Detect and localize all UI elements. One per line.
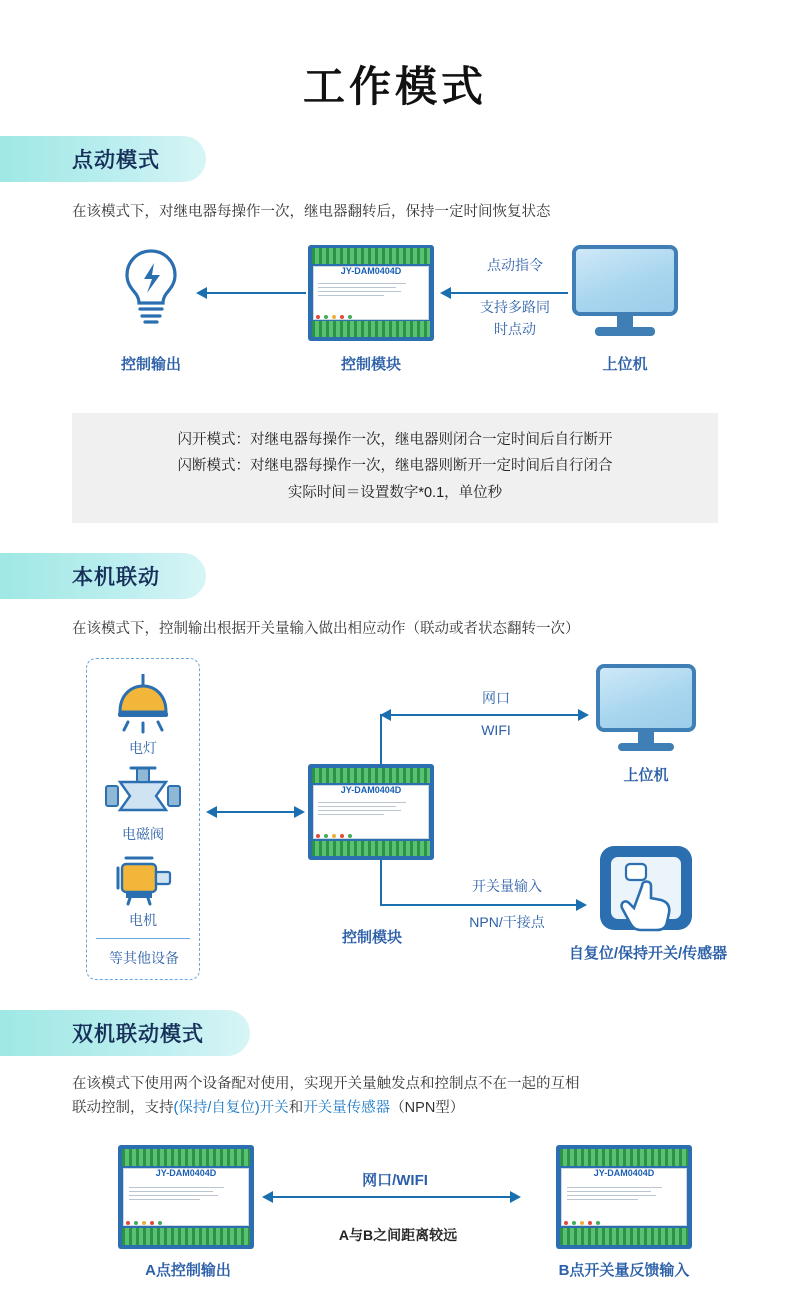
dual-desc-part-3: （NPN型） xyxy=(390,1100,465,1117)
jog-command-label-3: 时点动 xyxy=(494,320,536,337)
jog-command-label-2: 支持多路同 xyxy=(480,298,550,315)
dual-desc-highlight-2: 开关量传感器 xyxy=(303,1100,391,1117)
label-network-port: 网口 xyxy=(482,689,510,706)
arrow-head-group-right xyxy=(294,806,305,818)
label-lamp: 电灯 xyxy=(129,739,157,756)
jog-command-label-1: 点动指令 xyxy=(487,256,543,273)
section-local-link-description: 在该模式下，控制输出根据开关量输入做出相应动作（联动或者状态翻转一次） xyxy=(72,621,580,638)
device-leds xyxy=(316,833,427,839)
branch-line-down xyxy=(380,860,382,906)
diagram-dual-link xyxy=(0,1135,790,1305)
device-module-point-b xyxy=(556,1145,692,1249)
label-sensor-types: 自复位/保持开关/传感器 xyxy=(568,944,728,962)
device-bottom-terminal xyxy=(560,1228,688,1245)
diagram-jog xyxy=(0,235,790,395)
section-heading-jog-pill: 点动模式 xyxy=(0,136,206,182)
arrow-head-sensor-right xyxy=(576,899,587,911)
monitor-base xyxy=(618,743,674,751)
section-heading-dual-link-pill: 双机联动模式 xyxy=(0,1010,250,1056)
label-distance-note: A与B之间距离较远 xyxy=(338,1227,458,1243)
section-jog-description: 在该模式下，对继电器每操作一次，继电器翻转后，保持一定时间恢复状态 xyxy=(72,204,551,220)
device-top-terminal xyxy=(122,1149,250,1166)
label-other-devices: 等其他设备 xyxy=(109,949,179,966)
arrow-line-host-to-module xyxy=(450,292,568,294)
label-point-a-output: A点控制输出 xyxy=(145,1262,231,1279)
label-switch-input: 开关量输入 xyxy=(472,877,542,894)
dual-desc-highlight-1: (保持/自复位)开关 xyxy=(173,1100,289,1117)
page-title: 工作模式 xyxy=(302,63,487,110)
device-module-point-a xyxy=(118,1145,254,1249)
monitor-neck xyxy=(638,732,654,743)
section-heading-local-link-pill: 本机联动 xyxy=(0,553,206,599)
jog-note-line-1: 闪开模式：对继电器每操作一次，继电器则闭合一定时间后自行断开 xyxy=(177,431,613,448)
monitor-base xyxy=(595,327,654,336)
bulb-icon xyxy=(118,245,184,327)
arrow-line-group-module xyxy=(216,811,294,813)
arrow-line-dual-link xyxy=(272,1196,510,1198)
motor-icon xyxy=(108,850,180,908)
host-monitor-icon-2 xyxy=(596,664,696,756)
jog-note-box xyxy=(72,413,718,523)
monitor-screen xyxy=(572,245,678,316)
section-heading-dual-link xyxy=(0,1010,790,1056)
switch-sensor-icon xyxy=(596,842,696,934)
solenoid-valve-icon xyxy=(104,764,182,822)
arrow-head-net-left xyxy=(380,709,391,721)
device-bottom-terminal xyxy=(312,841,430,856)
device-top-terminal xyxy=(312,248,430,263)
dual-desc-part-2: 和 xyxy=(288,1100,304,1117)
ceiling-lamp-icon xyxy=(110,672,176,734)
host-monitor-icon xyxy=(572,245,678,341)
label-control-output: 控制输出 xyxy=(120,355,181,373)
device-model-label: JY-DAM0404D xyxy=(155,1167,217,1178)
device-model-label: JY-DAM0404D xyxy=(340,784,402,795)
dual-desc-part-1: 联动控制，支持 xyxy=(72,1100,174,1117)
monitor-screen xyxy=(596,664,696,732)
device-bottom-terminal xyxy=(122,1228,250,1245)
device-module-local-link xyxy=(308,764,434,860)
dual-desc-line-2 xyxy=(72,1096,718,1121)
diagram-local-link xyxy=(0,654,790,994)
label-control-module-2: 控制模块 xyxy=(341,928,402,946)
device-model-label: JY-DAM0404D xyxy=(593,1167,655,1178)
device-module-jog xyxy=(308,245,434,341)
monitor-neck xyxy=(617,316,634,328)
device-top-terminal xyxy=(560,1149,688,1166)
device-model-label: JY-DAM0404D xyxy=(340,265,402,276)
device-bottom-terminal xyxy=(312,321,430,336)
section-heading-local-link xyxy=(0,553,790,599)
dual-desc-line-1: 在该模式下使用两个设备配对使用，实现开关量触发点和控制点不在一起的互相 xyxy=(72,1075,580,1092)
arrow-line-module-to-output xyxy=(206,292,306,294)
arrow-line-sensor-module xyxy=(382,904,578,906)
label-npn-dry-contact: NPN/干接点 xyxy=(469,913,545,930)
label-host-computer-2: 上位机 xyxy=(623,766,669,784)
jog-note-line-2: 闪断模式：对继电器每操作一次，继电器则断开一定时间后自行闭合 xyxy=(177,458,613,475)
section-heading-jog xyxy=(0,136,790,182)
device-leds xyxy=(564,1220,684,1226)
arrow-head-link-right xyxy=(510,1191,521,1203)
label-control-module: 控制模块 xyxy=(340,355,401,373)
device-top-terminal xyxy=(312,768,430,783)
arrow-head-net-right xyxy=(578,709,589,721)
branch-line-up xyxy=(380,714,382,766)
label-point-b-input: B点开关量反馈输入 xyxy=(558,1262,690,1279)
arrow-line-module-host xyxy=(390,714,580,716)
label-link-medium: 网口/WIFI xyxy=(362,1172,428,1189)
label-valve: 电磁阀 xyxy=(122,825,164,842)
label-motor: 电机 xyxy=(129,911,157,928)
device-leds xyxy=(316,314,427,320)
label-wifi: WIFI xyxy=(481,721,511,738)
group-divider xyxy=(96,938,190,939)
label-host-computer: 上位机 xyxy=(602,355,648,373)
section-dual-link-description xyxy=(72,1072,718,1121)
device-leds xyxy=(126,1220,246,1226)
jog-note-line-3: 实际时间＝设置数字*0.1，单位秒 xyxy=(287,485,503,502)
